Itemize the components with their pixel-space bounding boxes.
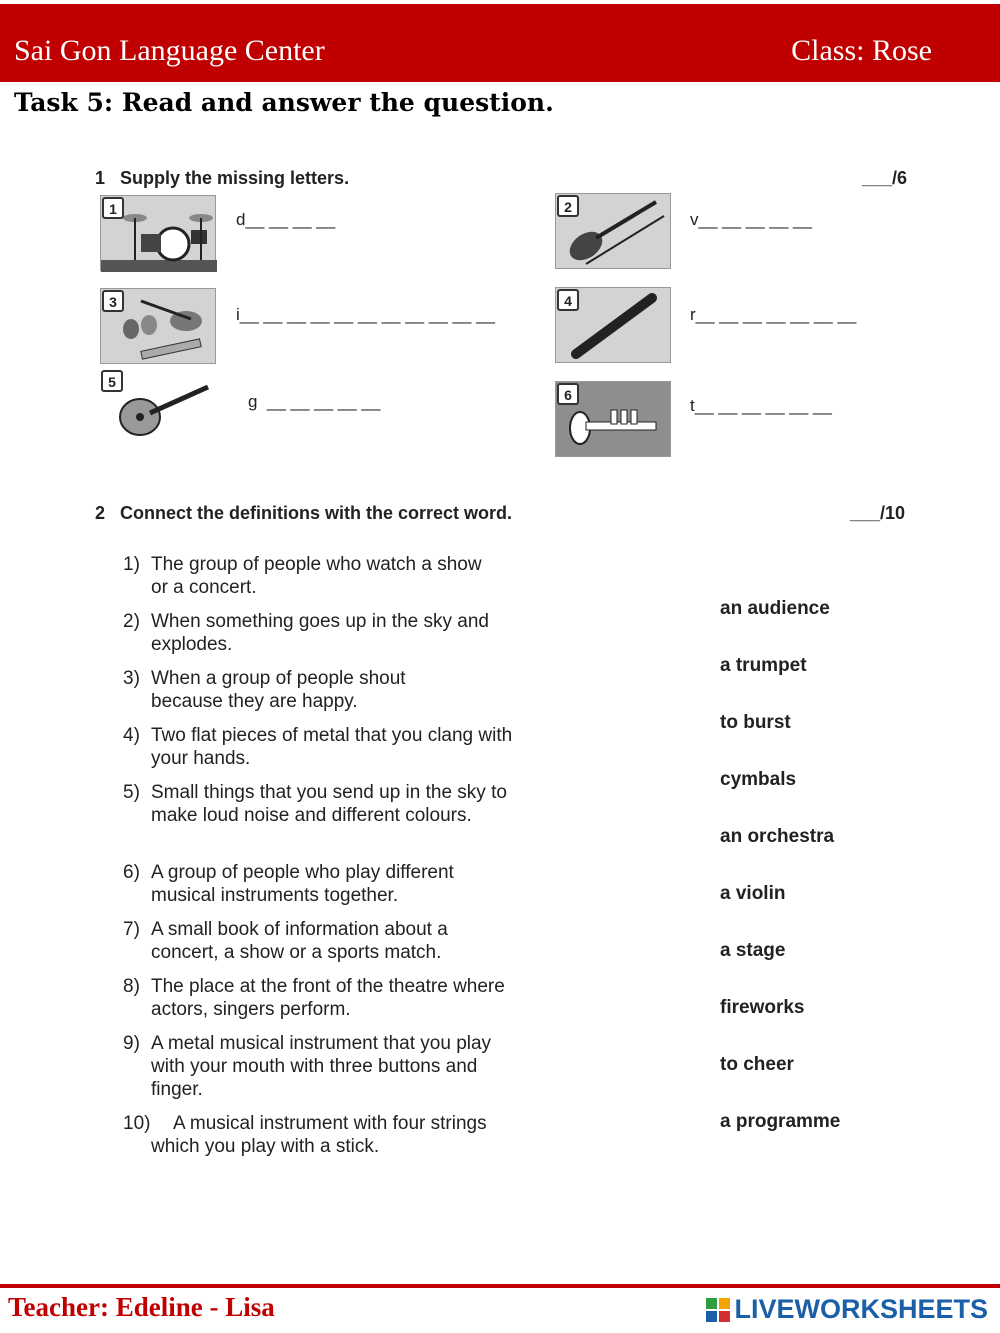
- section1-score: ___/6: [862, 168, 908, 188]
- picture-number: 2: [557, 195, 579, 217]
- center-name: Sai Gon Language Center: [14, 34, 325, 67]
- header-bar: [0, 4, 1000, 82]
- picture-number: 3: [102, 290, 124, 312]
- word-item[interactable]: an audience: [720, 598, 830, 619]
- picture-6: [555, 381, 671, 457]
- picture-number: 4: [557, 289, 579, 311]
- blank-1[interactable]: d__ __ __ __: [236, 210, 336, 229]
- picture-4: [555, 287, 671, 363]
- picture-1: [100, 195, 216, 271]
- liveworksheets-logo-icon: [706, 1298, 730, 1322]
- blank-2[interactable]: v__ __ __ __ __: [690, 210, 812, 229]
- section1-title: 1 Supply the missing letters.: [95, 168, 350, 188]
- section2-title: 2 Connect the definitions with the correct word.: [95, 503, 513, 523]
- word-item[interactable]: to cheer: [720, 1054, 794, 1075]
- picture-5: [100, 369, 216, 445]
- footer-divider: [0, 1284, 1000, 1288]
- blank-5[interactable]: g __ __ __ __ __: [248, 392, 381, 411]
- word-item[interactable]: cymbals: [720, 769, 797, 790]
- word-item[interactable]: a trumpet: [720, 655, 807, 676]
- word-item[interactable]: an orchestra: [720, 826, 835, 847]
- brand-text: LIVEWORKSHEETS: [734, 1294, 988, 1324]
- blank-6[interactable]: t__ __ __ __ __ __: [690, 396, 832, 415]
- word-item[interactable]: a programme: [720, 1111, 841, 1132]
- picture-number: 5: [101, 370, 123, 392]
- blank-4[interactable]: r__ __ __ __ __ __ __: [690, 305, 857, 324]
- word-item[interactable]: to burst: [720, 712, 791, 733]
- picture-2: [555, 193, 671, 269]
- task-title: Task 5: Read and answer the question.: [14, 88, 554, 117]
- picture-number: 1: [102, 197, 124, 219]
- word-item[interactable]: a stage: [720, 940, 786, 961]
- picture-3: [100, 288, 216, 364]
- word-item[interactable]: fireworks: [720, 997, 805, 1018]
- section2-score: ___/10: [850, 503, 906, 523]
- teacher-name: Teacher: Edeline - Lisa: [8, 1292, 275, 1322]
- blank-3[interactable]: i__ __ __ __ __ __ __ __ __ __ __: [236, 305, 496, 324]
- picture-number: 6: [557, 383, 579, 405]
- class-name: Class: Rose: [791, 34, 932, 67]
- liveworksheets-brand[interactable]: [706, 1294, 988, 1325]
- word-item[interactable]: a violin: [720, 883, 786, 904]
